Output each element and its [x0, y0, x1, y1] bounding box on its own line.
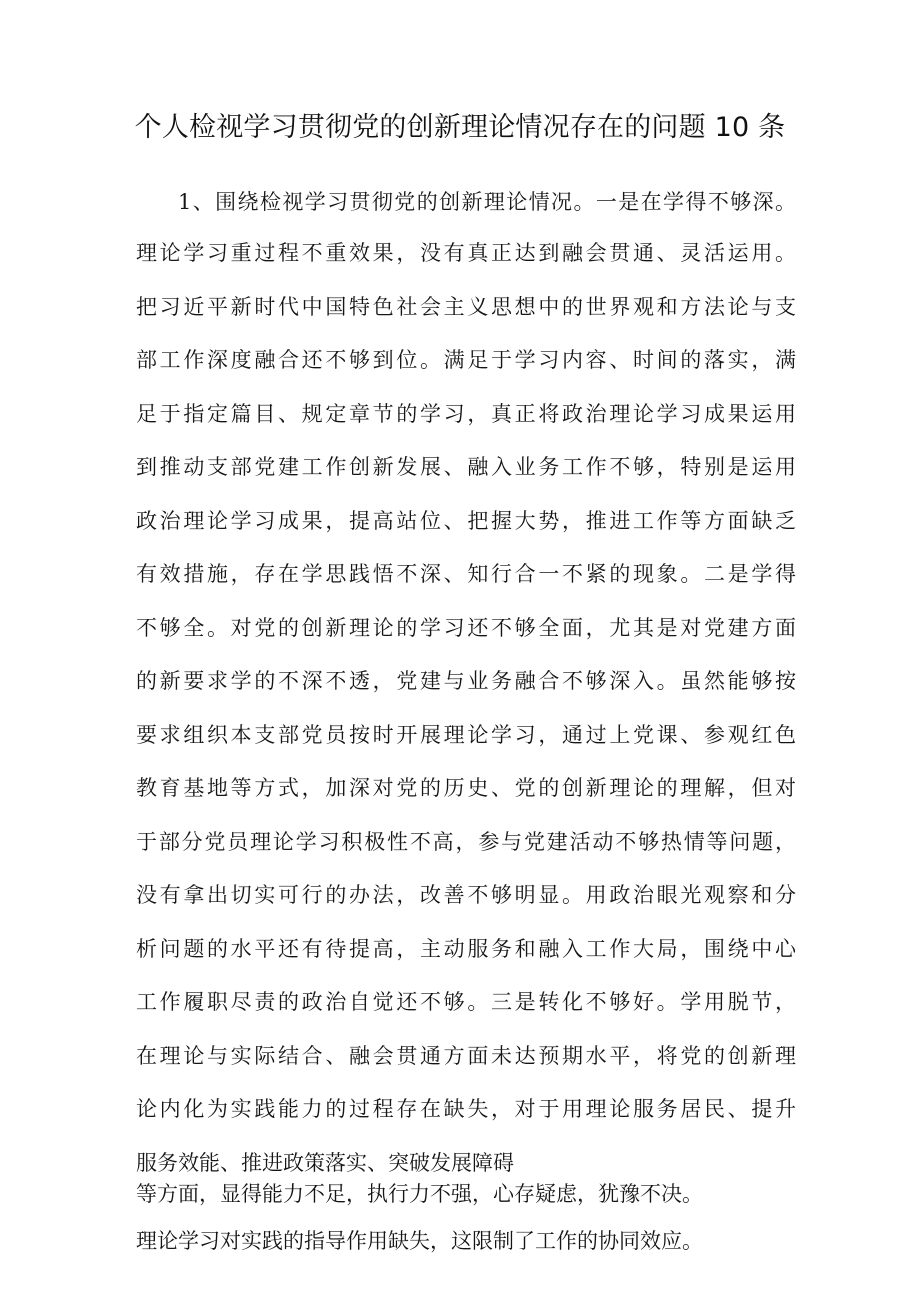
paragraph-line-5: 足于指定篇目、规定章节的学习，真正将政治理论学习成果运用: [136, 402, 796, 426]
paragraph-line-13: 于部分党员理论学习积极性不高，参与党建活动不够热情等问题，: [136, 830, 796, 854]
paragraph-line-19: 服务效能、推进政策落实、突破发展障碍: [136, 1151, 514, 1175]
paragraph-line-11: 要求组织本支部党员按时开展理论学习，通过上党课、参观红色: [136, 723, 796, 747]
paragraph-line-3: 把习近平新时代中国特色社会主义思想中的世界观和方法论与支: [136, 295, 796, 319]
paragraph-line-12: 教育基地等方式，加深对党的历史、党的创新理论的理解，但对: [136, 776, 796, 800]
paragraph-line-1: 1、围绕检视学习贯彻党的创新理论情况。一是在学得不够深。: [178, 190, 796, 214]
paragraph-line-14: 没有拿出切实可行的办法，改善不够明显。用政治眼光观察和分: [136, 883, 796, 907]
paragraph-line-21: 理论学习对实践的指导作用缺失，这限制了工作的协同效应。: [136, 1229, 703, 1253]
paragraph-line-18: 论内化为实践能力的过程存在缺失，对于用理论服务居民、提升: [136, 1097, 796, 1121]
paragraph-line-8: 有效措施，存在学思践悟不深、知行合一不紧的现象。二是学得: [136, 562, 796, 586]
paragraph-line-7: 政治理论学习成果，提高站位、把握大势，推进工作等方面缺乏: [136, 509, 796, 533]
paragraph-line-2: 理论学习重过程不重效果，没有真正达到融会贯通、灵活运用。: [136, 241, 796, 265]
document-title: 个人检视学习贯彻党的创新理论情况存在的问题 10 条: [134, 112, 786, 143]
paragraph-line-6: 到推动支部党建工作创新发展、融入业务工作不够，特别是运用: [136, 455, 796, 479]
paragraph-line-4: 部工作深度融合还不够到位。满足于学习内容、时间的落实，满: [136, 348, 796, 372]
paragraph-line-20: 等方面，显得能力不足，执行力不强，心存疑虑，犹豫不决。: [136, 1182, 703, 1206]
paragraph-line-15: 析问题的水平还有待提高，主动服务和融入工作大局，围绕中心: [136, 937, 796, 961]
paragraph-line-17: 在理论与实际结合、融会贯通方面未达预期水平，将党的创新理: [136, 1044, 796, 1068]
paragraph-line-10: 的新要求学的不深不透，党建与业务融合不够深入。虽然能够按: [136, 669, 796, 693]
paragraph-line-16: 工作履职尽责的政治自觉还不够。三是转化不够好。学用脱节，: [136, 990, 796, 1014]
paragraph-line-9: 不够全。对党的创新理论的学习还不够全面，尤其是对党建方面: [136, 616, 796, 640]
